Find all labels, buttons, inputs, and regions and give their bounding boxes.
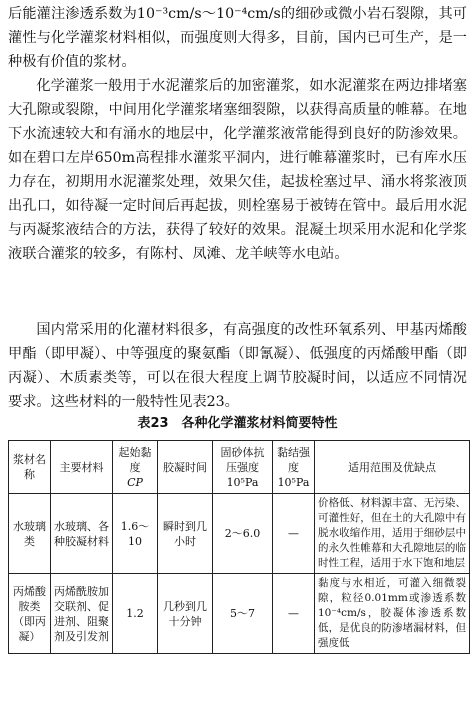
header-viscosity-unit: CP xyxy=(127,475,143,489)
cell-gel: 瞬时到几小时 xyxy=(158,494,213,574)
header-viscosity xyxy=(113,441,158,494)
header-name: 浆材名称 xyxy=(9,441,51,494)
cell-main: 水玻璃、各种胶凝材料 xyxy=(51,494,113,574)
table-row xyxy=(9,494,470,574)
header-viscosity-label: 起始黏度 xyxy=(118,445,152,474)
header-sand-label: 固砂体抗压强度 xyxy=(220,445,265,474)
cell-sand: 2～6.0 xyxy=(213,494,273,574)
table-caption: 表23 各种化学灌浆材料简要特性 xyxy=(137,416,338,431)
cell-main: 丙烯酰胺加交联剂、促进剂、阻聚剂及引发剂 xyxy=(51,574,113,654)
cell-scope: 黏度与水相近，可灌入细微裂隙，粒径0.01mm或渗透系数10⁻⁴cm/s，胶凝体渗透系数低，是优良的防渗堵漏材料，但强度低 xyxy=(315,574,470,654)
paragraph-chemical-grouting: 化学灌浆一般用于水泥灌浆后的加密灌浆，如水泥灌浆在两边排堵塞大孔隙或裂隙，中间用化学灌浆堵塞细裂隙，以获得高质量的帷幕。在地下水流速较大和有涌水的地层中，化学灌浆液常能得到良好的防渗效果。如在碧口左岸650m高程排水灌浆平洞内，进行帷幕灌浆时，已有库水压力存在，初期用水泥灌浆处理，效果欠佳，起拔栓塞过早、涌水将浆液顶出孔口，如待凝一定时间后再起拔，则栓塞易于被铸在管中。最后用水泥与丙凝浆液结合的方法，获得了较好的效果。混凝土坝采用水泥和化学浆液联合灌浆的较多，有陈村、凤滩、龙羊峡等水电站。 xyxy=(8,78,467,262)
header-bond-unit: 10⁵Pa xyxy=(277,475,310,489)
cell-scope: 价格低、材料源丰富、无污染、可灌性好，但在土的大孔隙中有脱水收缩作用，适用于细砂层中的永久性帷幕和大孔隙地层的临时性工程，适用于水下饱和地层 xyxy=(315,494,470,574)
header-scope: 适用范围及优缺点 xyxy=(315,441,470,494)
cell-name: 水玻璃类 xyxy=(9,494,51,574)
cell-cp: 1.2 xyxy=(113,574,158,654)
cell-gel: 几秒到几十分钟 xyxy=(158,574,213,654)
cell-bond: — xyxy=(273,494,315,574)
table-row xyxy=(9,574,470,654)
cell-name: 丙烯酸胺类（即丙凝） xyxy=(9,574,51,654)
cell-bond: — xyxy=(273,574,315,654)
cell-sand: 5～7 xyxy=(213,574,273,654)
header-main-materials: 主要材料 xyxy=(51,441,113,494)
table-header-row xyxy=(9,441,470,494)
paragraph-continued: 后能灌注渗透系数为10⁻³cm/s～10⁻⁴cm/s的细砂或微小岩石裂隙，其可灌性与化学灌浆材料相似，而强度则大得多，目前，国内已可生产，是一种极有价值的浆材。 xyxy=(8,6,467,70)
header-sand-unit: 10⁵Pa xyxy=(226,475,259,489)
header-gel-time: 胶凝时间 xyxy=(158,441,213,494)
header-sand-strength xyxy=(213,441,273,494)
paragraph-materials: 国内常采用的化灌材料很多，有高强度的改性环氧系列、甲基丙烯酸甲酯（即甲凝）、中等强度的聚氨酯（即氰凝）、低强度的丙烯酸甲酯（即丙凝）、木质素类等，可以在很大程度上调节胶凝时间，以适应不同情况要求。这些材料的一般特性见表23。 xyxy=(8,322,467,410)
cell-cp: 1.6～10 xyxy=(113,494,158,574)
header-bond-label: 黏结强度 xyxy=(277,445,310,474)
grout-materials-table xyxy=(8,440,470,654)
header-bond-strength xyxy=(273,441,315,494)
